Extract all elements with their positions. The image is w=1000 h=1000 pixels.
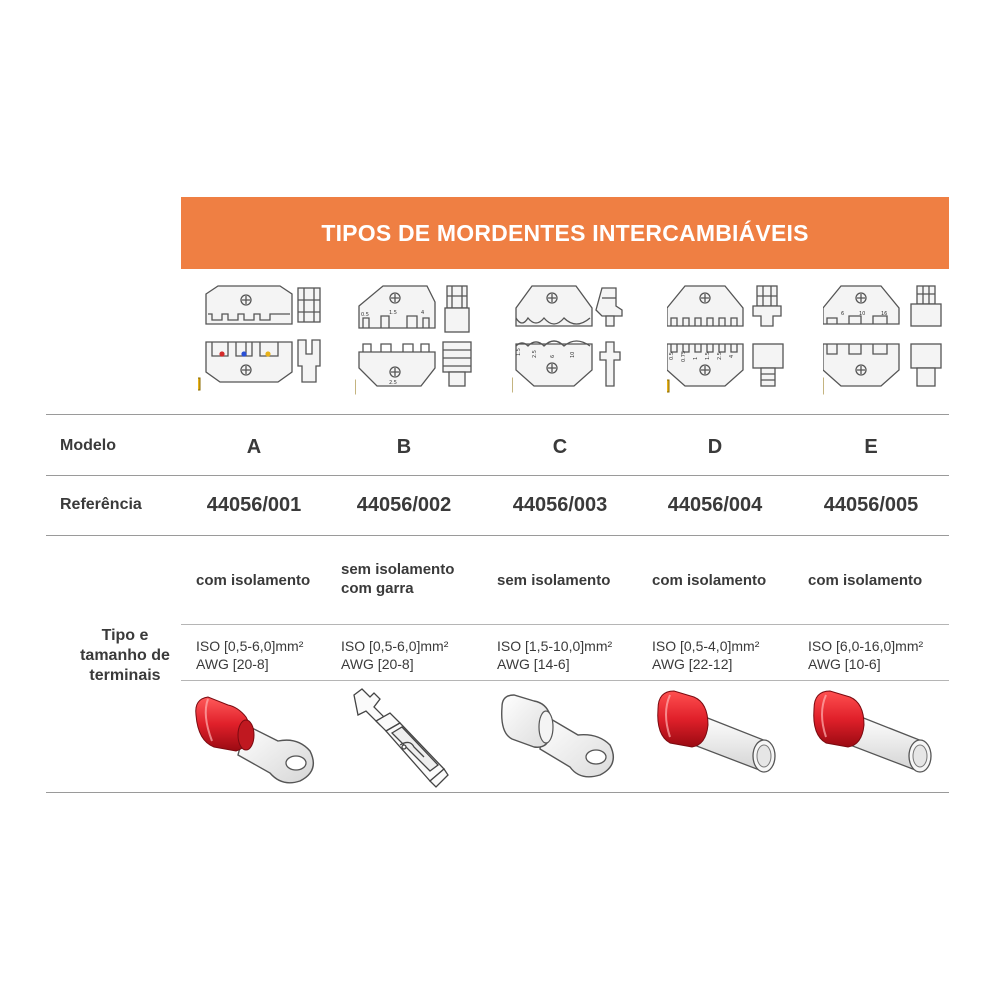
spec-e [808,637,958,673]
type-c [497,571,647,590]
die-d-label-4: 1.5 [705,352,711,360]
iso-c: ISO [1,5-10,0]mm² [497,638,613,654]
crimp-die-c-icon [512,282,662,400]
die-c-label-3: 6 [550,354,556,358]
crimp-die-a-icon [198,282,348,400]
reference-b: 44056/002 [356,494,452,516]
model-e: E [864,436,878,458]
terminal-c [494,685,644,790]
die-e-label-2: 10 [859,311,866,317]
type-e [808,571,958,590]
crimp-die-b-icon [355,282,505,400]
uninsulated-ring-terminal-icon [494,685,644,790]
row-label-tipo-line-2: tamanho de [80,647,170,664]
spec-b [341,637,491,673]
reference-e: 44056/005 [823,494,919,516]
type-d [652,571,802,590]
reference-d: 44056/004 [667,494,763,516]
crimp-die-e-icon [823,282,973,400]
die-e-label-3: 16 [881,311,888,317]
die-illustration-d [667,282,817,400]
die-d-label-1: 0.5 [669,352,675,360]
reference-c: 44056/003 [512,494,608,516]
iso-e: ISO [6,0-16,0]mm² [808,638,924,654]
row-label-modelo: Modelo [60,437,116,454]
row-label-referencia: Referência [60,496,142,513]
table-rule-3 [181,624,949,625]
type-c-line-1: sem isolamento [497,572,611,589]
die-e-label-1: 6 [841,311,845,317]
model-d: D [707,436,723,458]
terminal-b [340,685,490,790]
model-c: C [552,436,568,458]
spec-c [497,637,647,673]
die-b-label-3: 4 [421,310,425,316]
type-a-line-1: com isolamento [196,572,311,589]
die-b-label-4: 2.5 [389,380,397,386]
terminal-e [806,685,956,790]
type-b-line-2: com garra [341,580,414,597]
page-title: TIPOS DE MORDENTES INTERCAMBIÁVEIS [321,219,809,246]
die-b-label-2: 1.5 [389,310,397,316]
die-b-label-1: 0.5 [361,312,369,318]
table-rule-4 [181,680,949,681]
type-b-line-1: sem isolamento [341,561,455,578]
row-label-tipo-line-3: terminais [89,667,161,684]
die-illustration-b [355,282,505,400]
die-c-label-1: 1.5 [516,348,522,356]
table-rule-2 [46,535,949,536]
type-b [341,560,491,598]
insulated-ferrule-icon [806,685,956,790]
type-e-line-1: com isolamento [808,572,923,589]
iso-b: ISO [0,5-6,0]mm² [341,638,449,654]
die-c-label-4: 10 [570,351,576,358]
flag-crimp-terminal-icon [340,685,490,790]
iso-a: ISO [0,5-6,0]mm² [196,638,304,654]
crimp-die-d-icon [667,282,817,400]
awg-c: AWG [14-6] [497,656,570,672]
title-banner [181,197,949,269]
terminal-d [650,685,800,790]
awg-b: AWG [20-8] [341,656,414,672]
spec-d [652,637,802,673]
insulated-ring-terminal-icon [186,685,336,790]
die-c-label-2: 2.5 [532,350,538,358]
die-illustration-e [823,282,973,400]
awg-d: AWG [22-12] [652,656,733,672]
awg-a: AWG [20-8] [196,656,269,672]
type-d-line-1: com isolamento [652,572,767,589]
die-illustration-c [512,282,662,400]
type-a [196,571,346,590]
awg-e: AWG [10-6] [808,656,881,672]
die-d-label-5: 2.5 [717,352,723,360]
insulated-ferrule-icon [650,685,800,790]
iso-d: ISO [0,5-4,0]mm² [652,638,760,654]
table-rule-1 [46,475,949,476]
table-rule-bottom [46,792,949,793]
row-label-tipo-line-1: Tipo e [101,627,149,644]
die-d-label-3: 1 [693,356,699,360]
model-b: B [396,436,412,458]
reference-a: 44056/001 [206,494,302,516]
die-d-label-6: 4 [729,354,735,358]
model-a: A [246,436,262,458]
table-rule-top [46,414,949,415]
die-illustration-a [198,282,348,400]
row-label-tipo [70,626,180,686]
die-d-label-2: 0.75 [681,350,687,362]
terminal-a [186,685,336,790]
spec-a [196,637,346,673]
